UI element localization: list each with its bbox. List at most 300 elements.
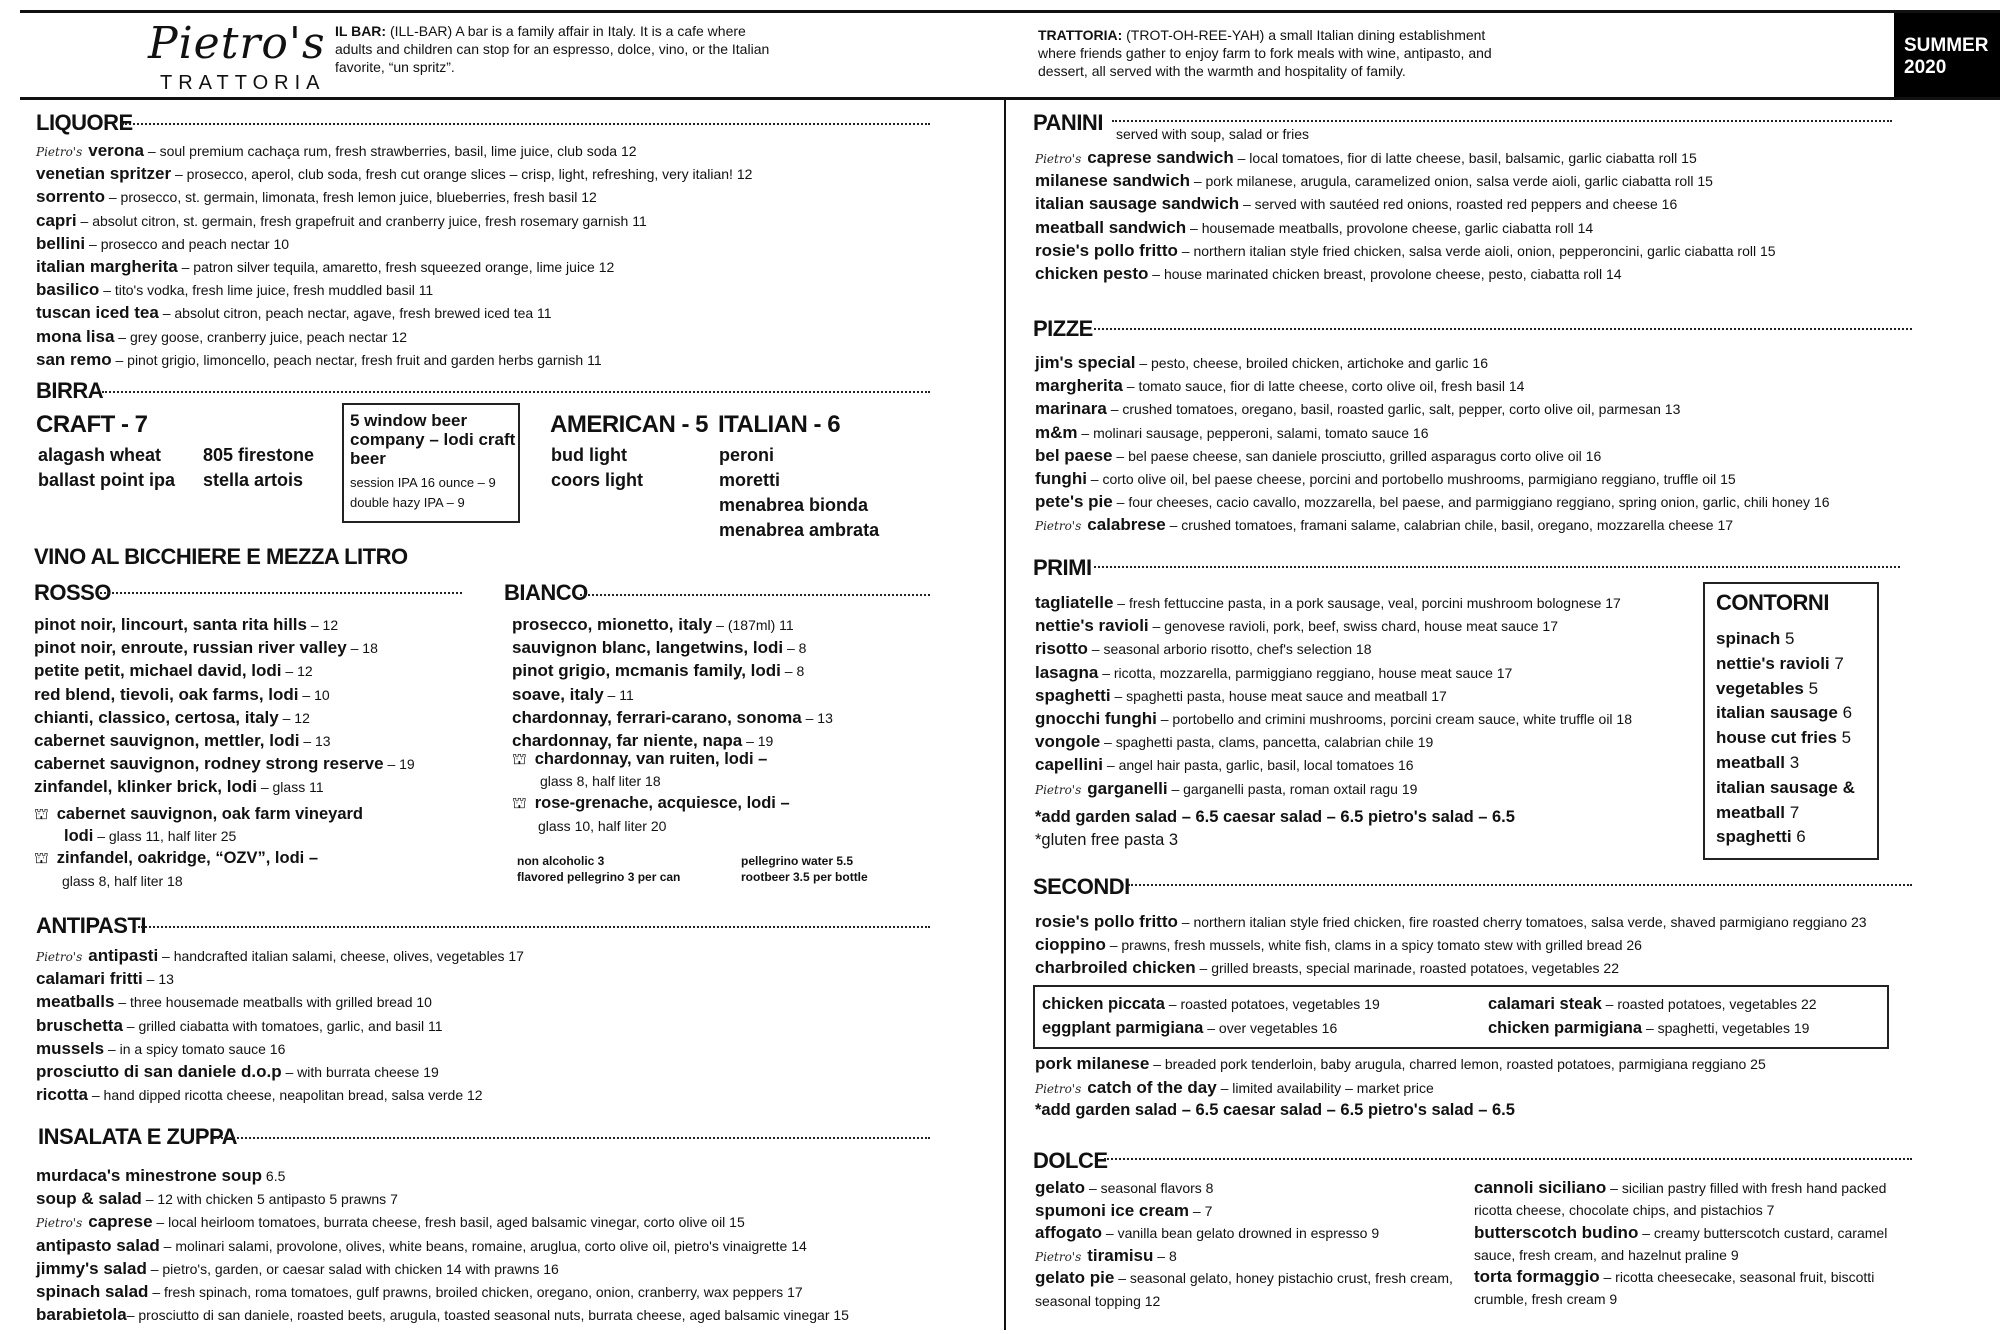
item-description: – housemade meatballs, provolone cheese, garlic ciabatta roll 14 [1186,219,1594,236]
leader-dots [1104,1158,1912,1160]
item-description: – 10 [298,686,330,703]
item-name: sauvignon blanc, langetwins, lodi [512,638,784,658]
item-description: – 19 [383,756,415,773]
menu-item [36,278,752,301]
item-description: – soul premium cachaça rum, fresh strawberries, basil, lime juice, club soda 12 [144,143,637,159]
item-name: nettie's ravioli [1035,616,1149,636]
item-description: – fresh fettuccine pasta, in a pork sausage, veal, porcini mushroom bolognese 17 [1113,595,1621,611]
menu-item [36,325,752,348]
item-name: gelato pie [1035,1268,1115,1287]
item-description: – 8 [783,640,807,657]
item-description: – molinari sausage, pepperoni, salami, tomato sauce 16 [1077,424,1429,441]
gluten-free-note: *gluten free pasta 3 [1035,831,1179,849]
menu-item [1035,661,1632,684]
liquore-list [36,139,752,371]
item-description: – grilled breasts, special marinade, roasted potatoes, vegetables 22 [1195,960,1619,977]
menu-item [36,348,752,371]
item-description: – seasonal gelato, honey pistachio crust, fresh cream, [1114,1270,1453,1286]
item-description: – prosecco and peach nectar 10 [85,235,290,252]
secondi-list [1035,910,1867,980]
item-description: – prosecco, aperol, club soda, fresh cut orange slices – crisp, light, refreshing, very italian! 12 [171,166,753,183]
item-name: meatballs [36,992,115,1012]
item-description: – absolut citron, peach nectar, agave, fresh brewed iced tea 11 [158,305,552,322]
menu-item [1035,910,1867,933]
item-description: – pinot grigio, limoncello, peach nectar, fresh fruit and garden herbs garnish 11 [111,351,602,368]
window-beer-title: 5 window beer company – lodi craft beer [350,411,516,468]
item-name: sorrento [36,187,105,207]
signature-mark-icon: Pietro's [36,950,83,964]
item-name: spaghetti [1716,827,1792,847]
item-name: antipasti [88,946,159,965]
american-title: AMERICAN - 5 [550,411,709,438]
menu-item [36,1014,524,1037]
menu-item [36,301,752,324]
menu-item [34,683,415,706]
rosso-title: ROSSO [34,580,111,605]
menu-item [512,613,833,636]
item-name: rosie's pollo fritto [1035,912,1178,931]
item-description: 6.5 [262,1168,286,1184]
column-divider [1004,100,1006,1330]
item-name: meatball [1716,752,1785,772]
menu-item [1716,652,1855,677]
item-name: chicken pesto [1035,263,1149,283]
item-name: jim's special [1035,353,1136,372]
item-name: pinot noir, enroute, russian river valley [34,638,347,658]
signature-mark-icon: Pietro's [1035,519,1082,534]
item-description: – limited availability – market price [1216,1079,1434,1096]
item-description: – glass 11 [256,779,324,796]
item-name: soup & salad [36,1189,142,1209]
item-description: – local heirloom tomatoes, burrata cheese, fresh basil, aged balsamic vinegar, corto olive oil 15 [152,1214,745,1231]
item-description: – crushed tomatoes, oregano, basil, roasted garlic, salt, pepper, corto olive oil, parmesan 13 [1106,401,1681,418]
item-description: 7 [1784,802,1800,822]
rosso-tap-1: ⛫ cabernet sauvignon, oak farm vineyard [34,803,363,826]
item-name: calamari fritti [36,969,143,989]
item-name: bruschetta [36,1015,123,1035]
item-name: milanese sandwich [1035,171,1190,191]
menu-item [1035,730,1632,753]
menu-item [1716,825,1855,850]
item-description: – fresh spinach, roma tomatoes, gulf prawns, broiled chicken, oregano, onion, cranberry, wax peppers 17 [148,1283,803,1300]
menu-item [1035,1267,1453,1290]
item-description: – 12 [306,617,339,633]
item-name: gnocchi funghi [1035,708,1157,728]
signature-mark-icon: Pietro's [1035,782,1082,797]
header-rule [20,97,2000,100]
menu-item [512,636,833,659]
liquore-title: LIQUORE [36,110,133,135]
item-description: 7 [1829,653,1844,673]
item-name: pork milanese [1035,1054,1150,1073]
menu-item [1035,614,1632,637]
primi-list [1035,591,1632,800]
item-name: cannoli siciliano [1474,1178,1607,1197]
secondi-title: SECONDI [1033,874,1130,899]
item-name: affogato [1035,1223,1103,1242]
item-description: – angel hair pasta, garlic, basil, local tomatoes 16 [1103,757,1414,774]
item-name: italian sausage & [1716,777,1855,797]
leader-dots [1094,566,1900,568]
item-name: murdaca's minestrone soup [36,1166,263,1185]
item-description: 5 [1803,678,1819,698]
item-description: – (187ml) 11 [712,617,794,633]
menu-item [1716,751,1855,776]
menu-item [36,1210,849,1233]
item-description: – 8 [1153,1247,1177,1264]
item-description: – garganelli pasta, roman oxtail ragu 19 [1167,780,1418,797]
item-name: capellini [1035,755,1104,775]
item-name: italian sausage [1716,703,1838,723]
item-description: – 7 [1189,1202,1213,1219]
item-description: – 8 [780,663,805,680]
bianco-tap-2: ⛫ rose-grenache, acquiesce, lodi – [512,792,790,815]
menu-item [1474,1177,1887,1199]
menu-item [36,232,752,255]
item-description: – spaghetti pasta, house meat sauce and meatball 17 [1110,687,1447,704]
item-description: ricotta cheese, chocolate chips, and pistachios 7 [1474,1202,1775,1219]
menu-item [1035,637,1632,660]
item-description: – 13 [299,732,331,749]
item-name: cabernet sauvignon, mettler, lodi [34,730,300,750]
logo-subtitle: TRATTORIA [160,72,326,94]
item-description: – molinari salami, provolone, olives, white beans, romaine, aruglua, corto olive oil, pietro's vinaigrette 14 [159,1237,807,1254]
item-description: 5 [1836,728,1852,748]
item-description: – handcrafted italian salami, cheese, olives, vegetables 17 [158,948,524,964]
tap-icon: ⛫ [512,795,527,812]
item-name: margherita [1035,376,1123,396]
signature-mark-icon: Pietro's [1035,1081,1082,1096]
item-name: m&m [1035,422,1078,442]
rosso-tap-1-detail: lodi – glass 11, half liter 25 [64,827,237,845]
menu-item [36,1280,849,1303]
item-description: – in a spicy tomato sauce 16 [104,1040,286,1057]
item-name: rosie's pollo fritto [1035,240,1178,260]
secondi-box-item: calamari steak – roasted potatoes, vegetables 22 [1488,995,1817,1013]
leader-dots [1128,884,1912,886]
primi-title: PRIMI [1033,555,1092,580]
item-name: petite petit, michael david, lodi [34,661,282,681]
item-description: – patron silver tequila, amaretto, fresh squeezed orange, lime juice 12 [177,258,615,275]
item-description: – grilled ciabatta with tomatoes, garlic, and basil 11 [122,1017,443,1034]
item-name: italian margherita [36,256,178,276]
item-name: risotto [1035,639,1088,659]
item-name: pinot grigio, mcmanis family, lodi [512,661,781,681]
italian-list: peroni moretti menabrea bionda menabrea ambrata [719,445,880,540]
item-name: caprese [88,1212,153,1232]
dolce-left-cont: seasonal topping 12 [1035,1293,1161,1309]
item-name: mona lisa [36,326,115,346]
menu-item [1474,1244,1887,1266]
item-description: – prosciutto di san daniele, roasted beets, arugula, toasted seasonal nuts, burrata cheese, aged balsamic vinegar 15 [126,1307,849,1324]
panini-subtitle: served with soup, salad or fries [1116,126,1309,142]
item-description: – prosecco, st. germain, limonata, fresh lemon juice, blueberries, fresh basil 12 [104,189,597,206]
menu-item [512,659,833,682]
item-name: vongole [1035,732,1101,752]
menu-item [1474,1222,1887,1244]
menu-item [36,255,752,278]
menu-item [1474,1288,1887,1310]
menu-item [36,1303,849,1326]
item-description: – crushed tomatoes, framani salame, calabrian chile, basil, oregano, mozzarella cheese 17 [1165,517,1734,534]
item-name: venetian spritzer [36,164,172,184]
menu-item [36,162,752,185]
menu-item [1035,513,1830,536]
item-name: butterscotch budino [1474,1222,1639,1242]
bianco-tap-2-detail: glass 10, half liter 20 [538,818,667,834]
secondi-box-item: chicken parmigiana – spaghetti, vegetables 19 [1488,1019,1810,1037]
menu-item [36,1164,849,1187]
item-description: – breaded pork tenderloin, baby arugula, charred lemon, roasted potatoes, parmigiana reggiano 25 [1149,1056,1766,1072]
rosso-tap-2: ⛫ zinfandel, oakridge, “OZV”, lodi – [34,847,318,870]
item-description: – 12 [281,663,313,680]
item-name: capri [36,210,77,230]
menu-item [1716,726,1855,751]
item-name: zinfandel, klinker brick, lodi [34,777,257,797]
menu-item [36,185,752,208]
item-name: mussels [36,1038,105,1058]
birra-title: BIRRA [36,378,104,403]
american-list: bud light coors light [551,445,644,490]
bianco-tap-1-detail: glass 8, half liter 18 [540,773,661,789]
item-description: – tito's vodka, fresh lime juice, fresh muddled basil 11 [99,282,434,299]
secondi-box-item: eggplant parmigiana – over vegetables 16 [1042,1019,1338,1037]
item-description: – 13 [801,709,833,726]
leader-dots [580,594,930,596]
menu-item [1035,933,1867,956]
menu-item [512,683,833,706]
menu-item [36,209,752,232]
item-description: 5 [1780,629,1795,648]
menu-item [34,729,415,752]
item-name: soave, italy [512,684,604,704]
item-name: charbroiled chicken [1035,958,1196,978]
item-description: – 13 [142,971,174,988]
leader-dots [122,123,930,125]
menu-item [36,967,524,990]
menu-item [1035,1245,1453,1268]
item-name: chianti, classico, certosa, italy [34,707,279,727]
leader-dots [138,926,930,928]
item-name: pinot noir, lincourt, santa rita hills [34,615,307,634]
leader-dots [1094,328,1912,330]
signature-mark-icon: Pietro's [36,145,83,159]
item-name: spaghetti [1035,685,1111,705]
craft-list-1: alagash wheat ballast point ipa [38,445,176,490]
item-description: – grey goose, cranberry juice, peach nectar 12 [114,328,408,345]
window-beer-items: session IPA 16 ounce – 9 double hazy IPA – 9 [350,475,496,510]
menu-item [1474,1266,1887,1288]
item-name: bel paese [1035,445,1113,465]
dolce-left-list [1035,1177,1453,1290]
insalata-list [36,1164,849,1326]
item-description: – northern italian style fried chicken, salsa verde aioli, onion, pepperoncini, garlic ciabatta roll 15 [1177,242,1776,259]
menu-item [36,1083,524,1106]
antipasti-title: ANTIPASTI [36,913,146,938]
item-name: catch of the day [1087,1077,1217,1097]
menu-item [34,706,415,729]
menu-item [1716,627,1855,652]
menu-item [34,636,415,659]
trattoria-definition: TRATTORIA: (TROT-OH-REE-YAH) a small Italian dining establishment where friends gather to enjoy farm to fork meals with wine, antipasto, and dessert, all served with the warmth and hospitality of family. [1038,27,1492,79]
menu-item [36,1037,524,1060]
item-description: – three housemade meatballs with grilled bread 10 [114,994,432,1011]
menu-item [1474,1199,1887,1221]
signature-mark-icon: Pietro's [36,1216,83,1231]
pizze-title: PIZZE [1033,316,1093,341]
menu-item [1035,684,1632,707]
menu-item [1035,1222,1453,1245]
item-description: – 12 [278,709,310,726]
item-name: lasagna [1035,662,1099,682]
menu-item [1035,192,1776,215]
menu-item [1035,146,1776,169]
menu-item [36,1060,524,1083]
item-name: spinach [1716,629,1781,648]
item-description: – ricotta, mozzarella, parmiggiano reggiano, house meat sauce 17 [1098,664,1513,681]
item-description: – spaghetti pasta, clams, pancetta, calabrian chile 19 [1100,734,1434,751]
panini-title: PANINI [1033,110,1103,135]
item-description: – served with sautéed red onions, roasted red peppers and cheese 16 [1239,196,1678,213]
antipasti-list [36,944,524,1106]
leader-dots [214,1137,930,1139]
bianco-tap-1: ⛫ chardonnay, van ruiten, lodi – [512,748,767,771]
item-name: nettie's ravioli [1716,653,1830,673]
menu-item [1035,1200,1453,1223]
season-badge: SUMMER 2020 [1894,13,2000,97]
item-name: barabietola [36,1305,127,1325]
insalata-title: INSALATA E ZUPPA [38,1124,237,1149]
menu-item [1035,421,1830,444]
item-description: – 19 [742,732,774,749]
item-name: torta formaggio [1474,1267,1600,1287]
menu-item [512,706,833,729]
item-name: tiramisu [1087,1245,1154,1265]
item-description: – portobello and crimini mushrooms, porcini cream sauce, white truffle oil 18 [1156,710,1633,727]
item-description: – bel paese cheese, san daniele prosciutto, grilled asparagus corto olive oil 16 [1112,447,1602,464]
menu-item [1716,776,1855,801]
item-description: – prawns, fresh mussels, white fish, clams in a spicy tomato stew with grilled bread 26 [1105,937,1642,954]
item-name: garganelli [1087,778,1168,798]
menu-item [1716,677,1855,702]
menu-item [1035,753,1632,776]
menu-item [1035,397,1830,420]
bianco-title: BIANCO [504,580,588,605]
rosso-list [34,613,415,799]
item-name: prosciutto di san daniele d.o.p [36,1061,282,1081]
item-name: red blend, tievoli, oak farms, lodi [34,684,299,704]
item-name: italian sausage sandwich [1035,194,1240,214]
top-rule [20,10,2000,13]
menu-item [1035,1177,1453,1200]
item-name: tuscan iced tea [36,303,159,323]
item-name: spumoni ice cream [1035,1200,1190,1220]
item-name: meatball sandwich [1035,217,1187,237]
item-name: meatball [1716,802,1785,822]
item-description: – creamy butterscotch custard, caramel [1638,1224,1888,1241]
menu-item [1035,707,1632,730]
item-name: vegetables [1716,678,1804,698]
non-alcoholic-1: non alcoholic 3 flavored pellegrino 3 per can [517,854,681,884]
menu-item [1035,444,1830,467]
item-description: 3 [1784,752,1800,772]
menu-item [1035,467,1830,490]
item-description: – 18 [346,640,378,657]
menu-item [34,775,415,798]
vino-title: VINO AL BICCHIERE E MEZZA LITRO [34,544,408,569]
craft-title: CRAFT - 7 [36,411,148,438]
item-description: – with burrata cheese 19 [281,1063,439,1080]
item-name: tagliatelle [1035,593,1114,612]
item-name: ricotta [36,1085,88,1105]
menu-item [1035,956,1867,979]
contorni-title: CONTORNI [1716,590,1829,615]
item-description: – four cheeses, cacio cavallo, mozzarella, bel paese, and parmiggiano reggiano, spring onion, garlic, chili honey 16 [1112,494,1830,511]
dolce-title: DOLCE [1033,1148,1108,1173]
item-name: calabrese [1087,515,1166,535]
tap-icon: ⛫ [512,751,527,768]
menu-item [1035,169,1776,192]
item-description: – corto olive oil, bel paese cheese, porcini and portobello mushrooms, parmigiano reggiano, truffle oil 15 [1086,470,1736,487]
primi-addon: *add garden salad – 6.5 caesar salad – 6.5 pietro's salad – 6.5 [1035,808,1515,826]
tap-icon: ⛫ [34,806,49,823]
item-name: gelato [1035,1178,1086,1197]
item-description: – seasonal flavors 8 [1085,1180,1214,1196]
item-name: cioppino [1035,935,1106,955]
item-name: antipasto salad [36,1235,160,1255]
menu-item [36,139,752,162]
craft-list-2: 805 firestone stella artois [203,445,315,490]
signature-mark-icon: Pietro's [1035,152,1082,166]
item-description: crumble, fresh cream 9 [1474,1291,1618,1308]
item-name: bellini [36,233,86,253]
item-description: sauce, fresh cream, and hazelnut praline 9 [1474,1246,1739,1263]
item-description: – 11 [603,686,634,703]
non-alcoholic-2: pellegrino water 5.5 rootbeer 3.5 per bottle [741,854,868,884]
tap-icon: ⛫ [34,850,49,867]
menu-item [1035,216,1776,239]
menu-item [1716,701,1855,726]
menu-item [34,613,415,636]
item-name: spinach salad [36,1281,149,1301]
menu-item [1035,262,1776,285]
secondi-after-list [1035,1052,1766,1099]
menu-item [1035,1052,1766,1076]
item-description: – pesto, cheese, broiled chicken, artichoke and garlic 16 [1135,355,1488,371]
item-description: – seasonal arborio risotto, chef's selection 18 [1087,641,1372,658]
item-name: caprese sandwich [1087,148,1234,167]
item-name: funghi [1035,468,1087,488]
menu-item [1035,239,1776,262]
menu-item [1035,374,1830,397]
item-description: – house marinated chicken breast, provolone cheese, pesto, ciabatta roll 14 [1148,265,1622,282]
item-name: chardonnay, ferrari-carano, sonoma [512,707,802,727]
menu-item [1035,490,1830,513]
leader-dots [100,592,462,594]
pizze-list [1035,351,1830,537]
il-bar-definition: IL BAR: (ILL-BAR) A bar is a family affair in Italy. It is a cafe where adults and children can stop for an espresso, dolce, vino, or the Italian favorite, “un spritz”. [335,23,770,75]
item-description: – pork milanese, arugula, caramelized onion, salsa verde aioli, garlic ciabatta roll 15 [1189,173,1713,190]
menu-item [1716,801,1855,826]
item-name: marinara [1035,399,1107,419]
item-name: house cut fries [1716,728,1837,748]
item-description: – absolut citron, st. germain, fresh grapefruit and cranberry juice, fresh rosemary garnish 11 [76,212,647,229]
leader-dots [102,391,930,393]
item-name: verona [88,141,145,160]
item-description: – sicilian pastry filled with fresh hand packed [1606,1180,1887,1196]
item-name: basilico [36,280,100,300]
item-name: jimmy's salad [36,1258,147,1278]
